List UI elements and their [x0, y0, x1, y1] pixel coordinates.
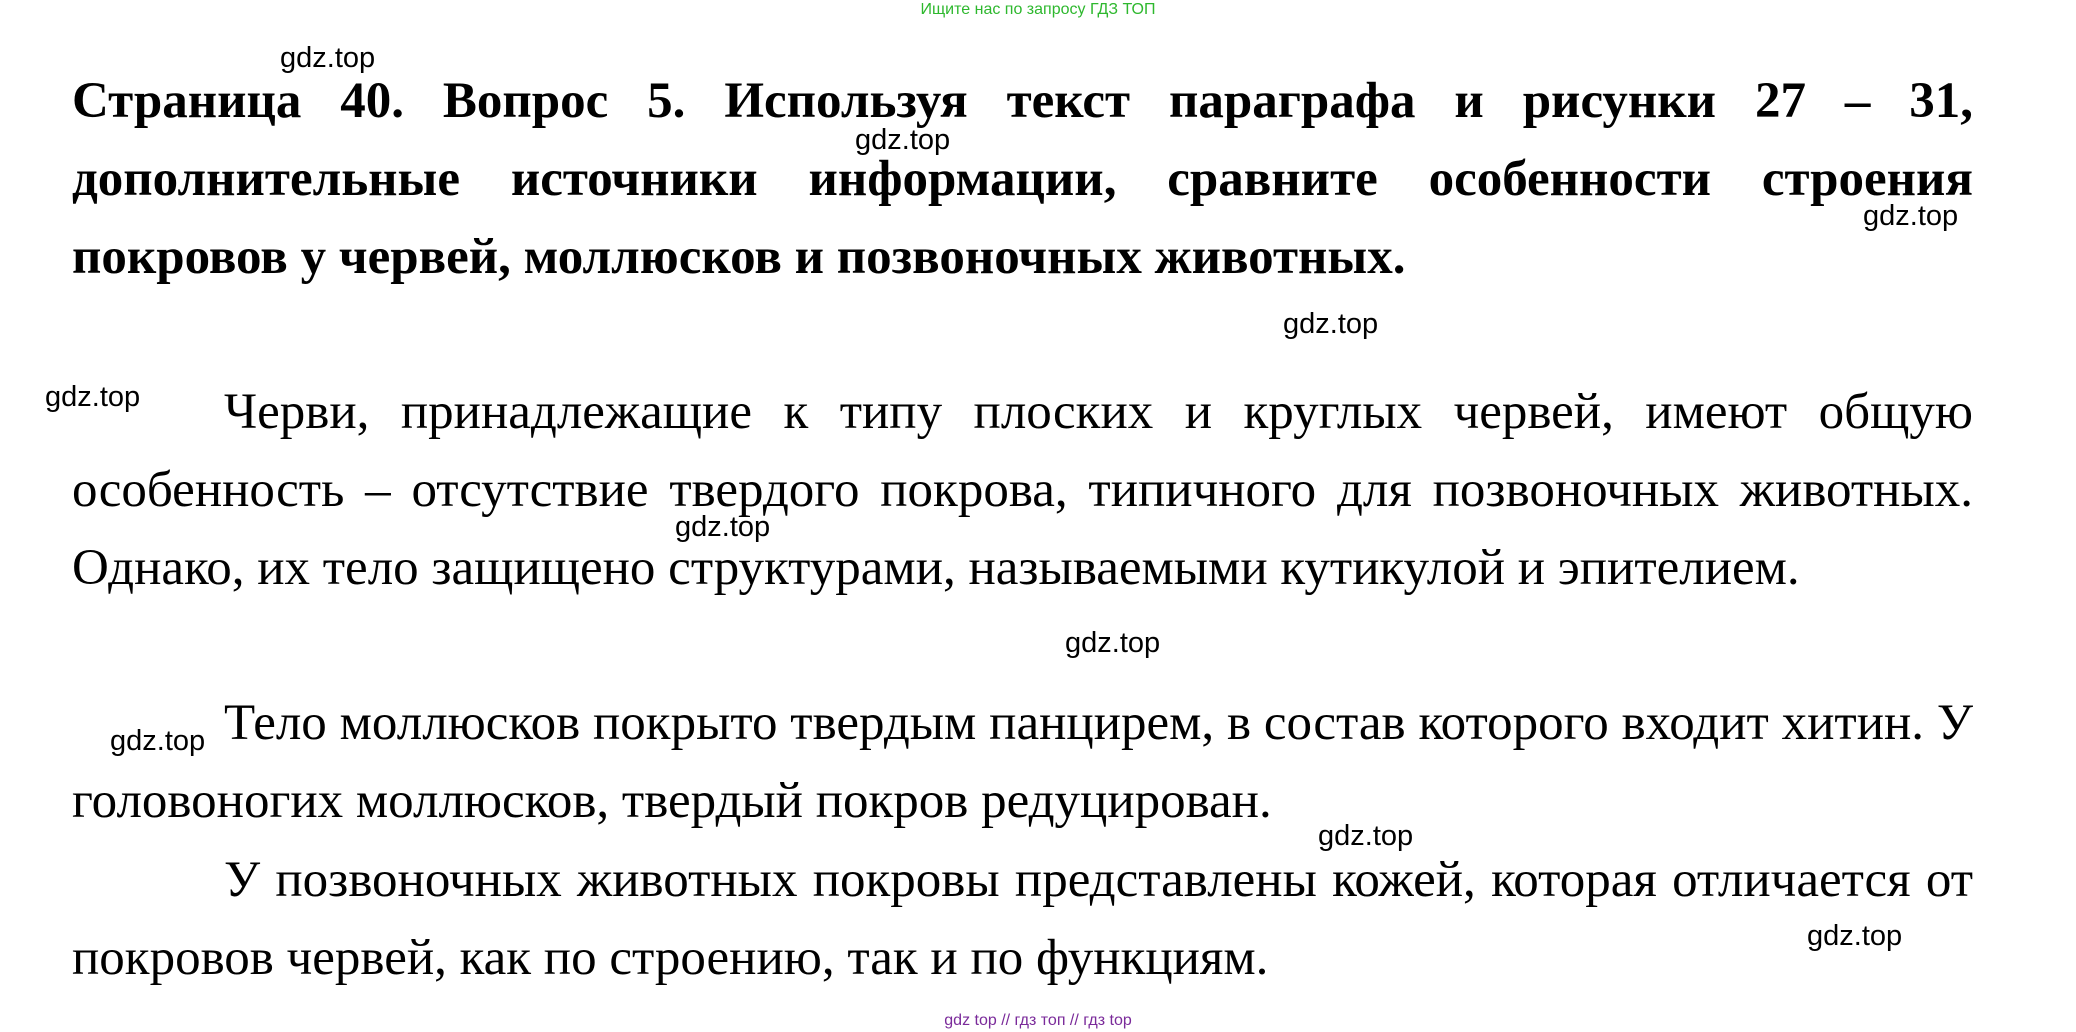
- watermark: gdz.top: [1318, 820, 1414, 852]
- watermark: gdz.top: [1283, 308, 1379, 340]
- answer-paragraph: Тело моллюсков покрыто твердым панцирем, в состав которого входит хитин. У головоногих моллюсков, твердый покров редуцирован.: [72, 695, 1973, 829]
- top-banner: Ищите нас по запросу ГДЗ ТОП: [920, 1, 1156, 18]
- question-heading: Страница 40. Вопрос 5. Используя текст параграфа и рисунки 27 – 31, дополнительные источники информации, сравните особенности строения покровов у червей, моллюсков и позвоночных животных.: [72, 73, 1973, 285]
- watermark: gdz.top: [1807, 920, 1903, 952]
- watermark: gdz.top: [1863, 200, 1959, 232]
- footer-text: gdz top // гдз топ // гдз top: [944, 1012, 1132, 1029]
- watermark: gdz.top: [1065, 627, 1161, 659]
- watermark: gdz.top: [110, 725, 206, 757]
- watermark: gdz.top: [855, 124, 951, 156]
- answer-paragraph: Черви, принадлежащие к типу плоских и круглых червей, имеют общую особенность – отсутствие твердого покрова, типичного для позвоночных животных. Однако, их тело защищено структурами, называемыми кутикулой и эпителием.: [72, 384, 1973, 596]
- watermark: gdz.top: [45, 381, 141, 413]
- answer-paragraph: У позвоночных животных покровы представлены кожей, которая отличается от покровов червей, как по строению, так и по функциям.: [72, 852, 1973, 986]
- watermark: gdz.top: [675, 511, 771, 543]
- watermark: gdz.top: [280, 42, 376, 74]
